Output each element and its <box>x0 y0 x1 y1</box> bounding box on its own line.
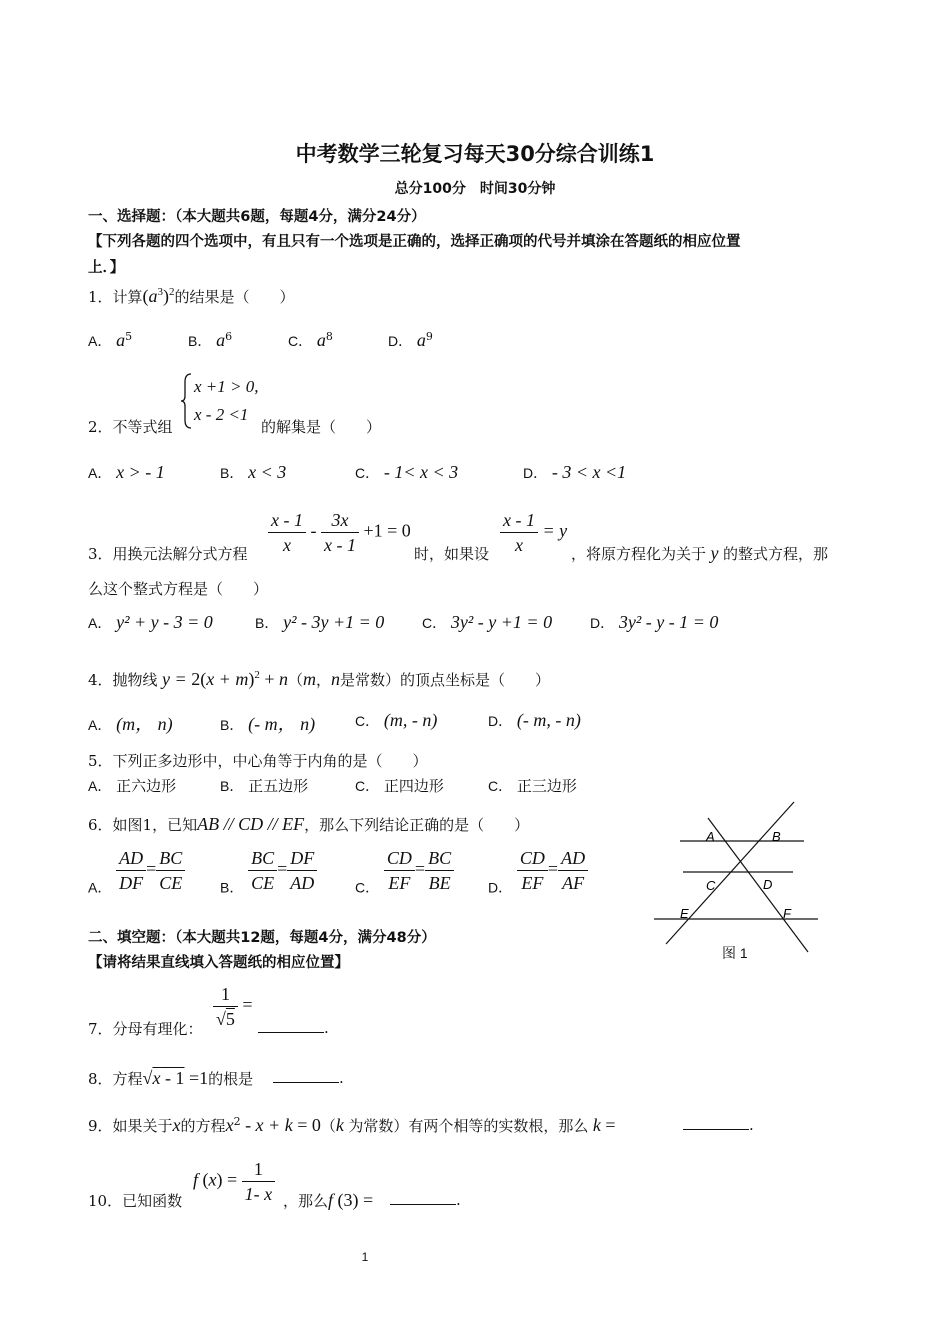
q2-brace <box>180 372 194 434</box>
q7-stem: 7．分母有理化： <box>88 1020 203 1038</box>
q3-option-c[interactable]: C． 3y² - y +1 = 0 <box>422 612 553 632</box>
q10-answer-blank[interactable]: . <box>390 1190 461 1209</box>
transversal-bc <box>666 802 794 944</box>
section1-heading: 一、选择题：（本大题共6题，每题4分，满分24分） <box>88 209 426 225</box>
q3-stem-suffix: ，将原方程化为关于 y 的整式方程，那 <box>571 543 829 563</box>
q1-option-d[interactable]: D． $a^9$ <box>388 330 433 350</box>
q6-option-c[interactable]: C． $\frac{CD}{EF}$ = $\frac{BC}{BE}$ <box>355 846 454 898</box>
q1-option-a[interactable]: A． $a^5$ <box>88 330 133 350</box>
figure-caption: 图 1 <box>722 945 748 961</box>
q3-substitution: $\frac{x - 1}{x}$ = y <box>500 508 567 557</box>
q1-option-c[interactable]: C． $a^8$ <box>288 330 333 350</box>
q1-stem-prefix: 1．计算 <box>88 288 143 306</box>
section2-instruction: 【请将结果直线填入答题纸的相应位置】 <box>88 955 349 971</box>
parallel-lines-figure <box>650 798 820 963</box>
question-1 <box>88 286 295 307</box>
question-8: 8．方程√x - 1 =1的根是 <box>88 1068 254 1088</box>
section1-instruction-line2: 上．】 <box>88 260 125 276</box>
q3-stem-line2: 么这个整式方程是（ ） <box>88 580 269 598</box>
brace-icon <box>180 372 194 430</box>
point-label-c: C <box>706 878 716 893</box>
q2-option-b[interactable]: B． x < 3 <box>220 462 287 482</box>
question-4: 4．抛物线 $y = 2(x + m)^2 + n(m$，n是常数）的顶点坐标是（ ） <box>88 669 551 689</box>
q3-equation: $\frac{x - 1}{x}$ - $\frac{3x}{x - 1}$ +1 = 0 <box>268 508 411 557</box>
q6-option-a[interactable]: A． $\frac{AD}{DF}$ = $\frac{BC}{CE}$ <box>88 846 185 898</box>
q10-stem-mid: ，那么f (3) = <box>283 1190 374 1210</box>
q6-option-d[interactable]: D． $\frac{CD}{EF}$ = $\frac{AD}{AF}$ <box>488 846 588 898</box>
q7-answer-blank[interactable]: . <box>258 1018 329 1037</box>
q3-stem-mid: 时，如果设 <box>414 545 490 563</box>
q2-stem-prefix: 2．不等式组 <box>88 418 173 436</box>
q2-stem-suffix: 的解集是（ ） <box>261 418 382 436</box>
q3-option-a[interactable]: A． y² + y - 3 = 0 <box>88 612 213 632</box>
q7-fraction: $\frac{1}{√5}$ = <box>213 982 253 1031</box>
q10-stem-prefix: 10．已知函数 <box>88 1192 183 1210</box>
point-label-e: E <box>680 906 689 921</box>
q2-option-d[interactable]: D． - 3 < x <1 <box>523 462 627 482</box>
q10-function: f (x) = $\frac{1}{1- x}$ <box>193 1157 275 1206</box>
figure-1 <box>650 798 820 963</box>
page-title: 中考数学三轮复习每天30分综合训练1 <box>295 142 655 166</box>
q6-option-b[interactable]: B． $\frac{BC}{CE}$ = $\frac{DF}{AD}$ <box>220 846 317 898</box>
q3-option-d[interactable]: D． 3y² - y - 1 = 0 <box>590 612 719 632</box>
point-label-f: F <box>783 906 791 921</box>
q5-option-a[interactable]: A． 正六边形 <box>88 777 177 795</box>
q9-answer-blank[interactable]: . <box>683 1115 754 1134</box>
q5-option-d[interactable]: C． 正三边形 <box>488 777 577 795</box>
q3-option-b[interactable]: B． y² - 3y +1 = 0 <box>255 612 385 632</box>
q2-option-c[interactable]: C． - 1< x < 3 <box>355 462 459 482</box>
section2-heading: 二、填空题：（本大题共12题，每题4分，满分48分） <box>88 930 436 946</box>
q4-option-a[interactable]: A． (m， n) <box>88 714 173 734</box>
q5-option-c[interactable]: C． 正四边形 <box>355 777 444 795</box>
q2-system-line2: x - 2 <1 <box>194 405 249 424</box>
q5-option-b[interactable]: B． 正五边形 <box>220 777 309 795</box>
q4-option-d[interactable]: D． (- m, - n) <box>488 710 581 730</box>
question-9: 9．如果关于x的方程$x^2 - x + k = 0(k$ 为常数）有两个相等的实数根，那么 k = <box>88 1115 616 1135</box>
transversal-ad <box>708 818 808 952</box>
question-6: 6．如图1，已知AB // CD // EF，那么下列结论正确的是（ ） <box>88 814 530 834</box>
q2-system-line1: x +1 > 0, <box>194 377 259 396</box>
q1-expression: $(a^3)^2$ <box>142 286 175 306</box>
section1-instruction-line1: 【下列各题的四个选项中，有且只有一个选项是正确的，选择正确项的代号并填涂在答题纸的相应位置 <box>88 234 741 250</box>
q2-option-a[interactable]: A． x > - 1 <box>88 462 165 482</box>
q5-stem: 5．下列正多边形中，中心角等于内角的是（ ） <box>88 752 428 770</box>
q1-stem-suffix: 的结果是（ ） <box>174 288 295 306</box>
q4-option-c[interactable]: C． (m, - n) <box>355 710 438 730</box>
point-label-a: A <box>706 829 715 844</box>
page-subtitle: 总分100分 时间30分钟 <box>394 181 556 197</box>
q3-stem-prefix: 3．用换元法解分式方程 <box>88 545 248 563</box>
q1-option-b[interactable]: B． $a^6$ <box>188 330 233 350</box>
q4-option-b[interactable]: B． (- m， n) <box>220 714 316 734</box>
point-label-d: D <box>763 877 773 892</box>
q8-answer-blank[interactable]: . <box>273 1068 344 1087</box>
page-number: 1 <box>361 1250 369 1264</box>
point-label-b: B <box>772 829 781 844</box>
